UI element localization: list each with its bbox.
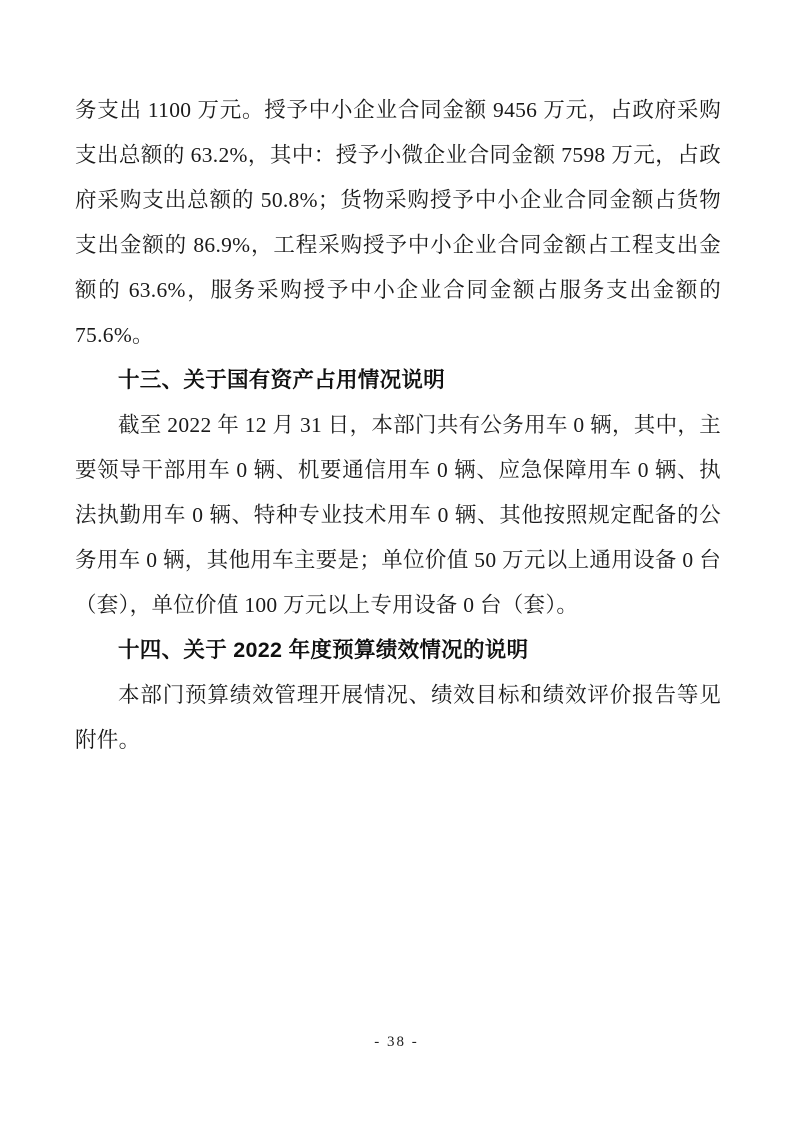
paragraph-state-assets-usage: 截至 2022 年 12 月 31 日，本部门共有公务用车 0 辆，其中，主要领导干部用车 0 辆、机要通信用车 0 辆、应急保障用车 0 辆、执法执勤用车 0 辆、特种专业技术用车 0 辆、其他按照规定配备的公务用车 0 辆，其他用车主要是；单位价值 50 万元以上通用设备 0 台（套），单位价值 100 万元以上专用设备 0 台（套）。: [75, 413, 721, 617]
heading-section-13-state-assets: 十三、关于国有资产占用情况说明: [118, 368, 446, 392]
paragraph-government-procurement: 务支出 1100 万元。授予中小企业合同金额 9456 万元，占政府采购支出总额的 63.2%，其中：授予小微企业合同金额 7598 万元，占政府采购支出总额的 50.8%；货物采购授予中小企业合同金额占货物支出金额的 86.9%，工程采购授予中小企业合同金额占工程支出金额的 63.6%，服务采购授予中小企业合同金额占服务支出金额的 75.6%。: [75, 98, 721, 347]
paragraph-budget-performance: 本部门预算绩效管理开展情况、绩效目标和绩效评价报告等见附件。: [75, 683, 721, 752]
page-body: [75, 88, 721, 763]
heading-section-14-budget-performance: 十四、关于 2022 年度预算绩效情况的说明: [118, 638, 529, 662]
page-number: - 38 -: [374, 1034, 419, 1050]
